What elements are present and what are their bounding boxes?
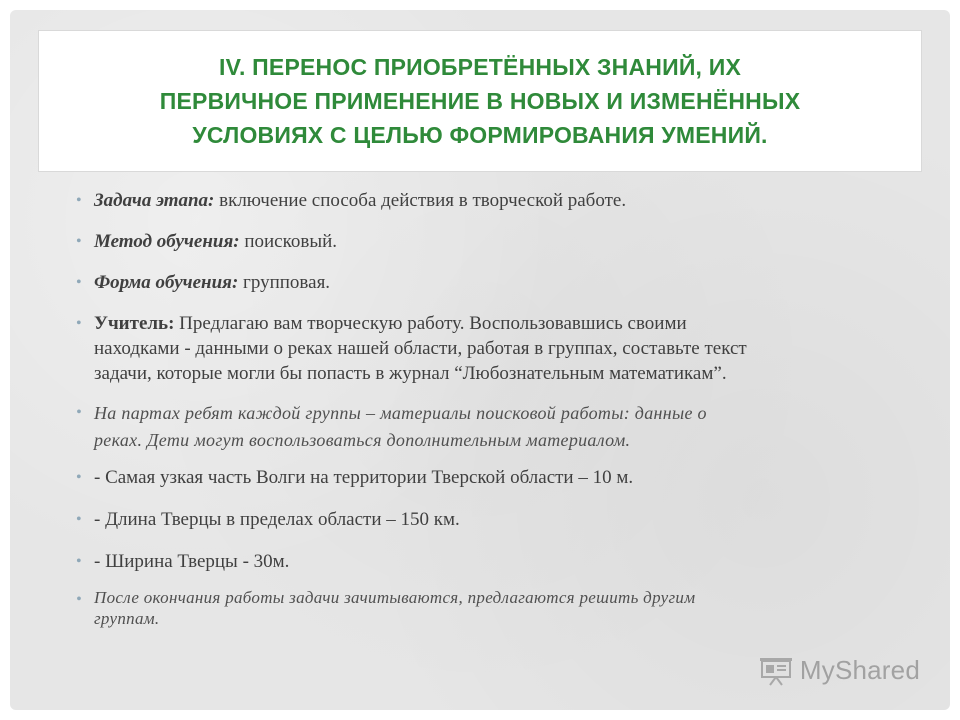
title-line-3: УСЛОВИЯХ С ЦЕЛЬЮ ФОРМИРОВАНИЯ УМЕНИЙ. xyxy=(192,122,768,148)
tvertsa-length-text: - Длина Тверцы в пределах области – 150 км. xyxy=(94,509,460,530)
list-item-tvertsa-width xyxy=(72,549,902,574)
slide xyxy=(10,10,950,710)
bullet-icon: • xyxy=(76,315,82,332)
bullet-icon: • xyxy=(76,469,82,486)
title-line-2: ПЕРВИЧНОЕ ПРИМЕНЕНИЕ В НОВЫХ И ИЗМЕНЁННЫХ xyxy=(159,88,801,114)
title-line-1: IV. ПЕРЕНОС ПРИОБРЕТЁННЫХ ЗНАНИЙ, ИХ xyxy=(218,54,742,80)
materials-note-line-1: На партах ребят каждой группы – материалы поисковой работы: данные о xyxy=(94,403,707,423)
list-item-teacher xyxy=(72,311,902,386)
tvertsa-width-text: - Ширина Тверцы - 30м. xyxy=(94,551,290,572)
slide-title xyxy=(160,50,800,152)
list-item-volga-fact xyxy=(72,465,902,490)
method-label: Метод обучения: xyxy=(94,231,240,252)
bullet-icon: • xyxy=(76,404,82,421)
form-label: Форма обучения: xyxy=(94,272,239,293)
form-text: групповая. xyxy=(238,272,331,293)
title-box xyxy=(38,30,922,172)
task-label: Задача этапа: xyxy=(94,190,215,211)
watermark-text: MyShared xyxy=(799,655,920,685)
bullet-icon: • xyxy=(76,553,82,570)
materials-note-line-2: реках. Дети могут воспользоваться дополнительным материалом. xyxy=(94,430,631,450)
list-item-task xyxy=(72,188,902,213)
bullet-icon: • xyxy=(76,233,82,250)
list-item-final-note xyxy=(72,587,902,629)
final-note-line-2: группам. xyxy=(94,609,160,628)
list-item-materials-note xyxy=(72,400,902,454)
teacher-text-line-3: задачи, которые могли бы попасть в журнал “Любознательным математикам”. xyxy=(94,363,727,384)
watermark-logo xyxy=(758,655,920,686)
list-item-form xyxy=(72,270,902,295)
bullet-icon: • xyxy=(76,192,82,209)
bullet-list xyxy=(72,188,902,629)
teacher-text-line-2: находками - данными о реках нашей области, работая в группах, составьте текст xyxy=(94,338,747,359)
bullet-icon: • xyxy=(76,511,82,528)
teacher-label: Учитель: xyxy=(94,313,175,334)
task-text: включение способа действия в творческой работе. xyxy=(214,190,627,211)
method-text: поисковый. xyxy=(239,231,338,252)
final-note-line-1: После окончания работы задачи зачитываются, предлагаются решить другим xyxy=(94,588,696,607)
bullet-icon: • xyxy=(76,591,82,608)
volga-fact-text: - Самая узкая часть Волги на территории Тверской области – 10 м. xyxy=(94,467,634,488)
projector-screen-icon xyxy=(758,656,794,686)
teacher-text-line-1: Предлагаю вам творческую работу. Воспользовавшись своими xyxy=(174,313,687,334)
list-item-tvertsa-length xyxy=(72,507,902,532)
bullet-icon: • xyxy=(76,274,82,291)
list-item-method xyxy=(72,229,902,254)
